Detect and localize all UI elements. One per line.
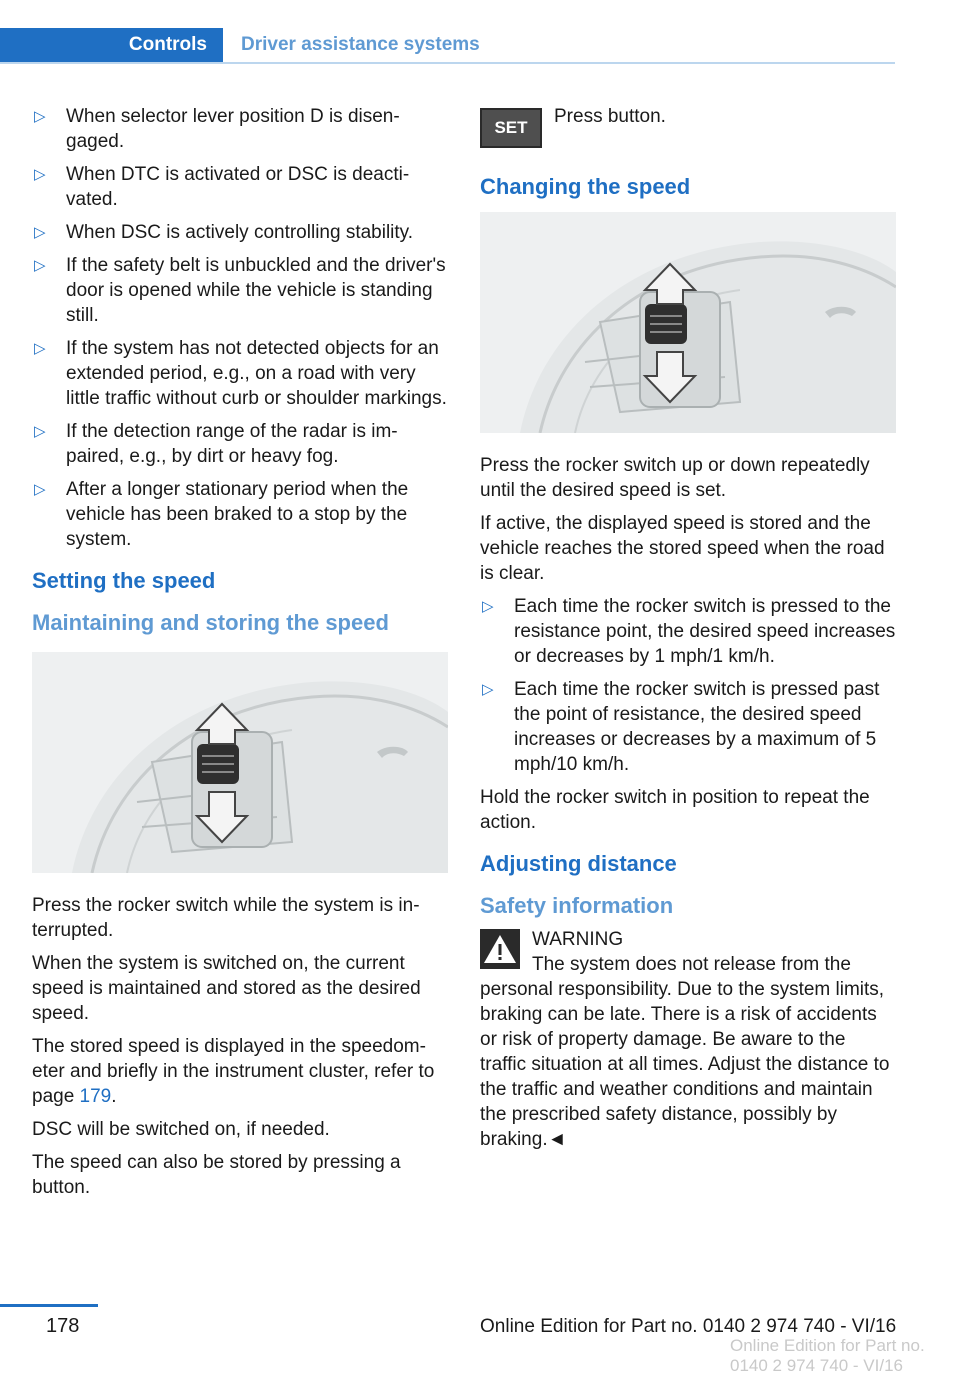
- paragraph-dsc: DSC will be switched on, if needed.: [32, 1119, 330, 1140]
- rocker-switch-illustration: [32, 652, 448, 873]
- triangle-bullet-icon: ▷: [34, 224, 46, 241]
- list-item: ▷ If the safety belt is unbuckled and the driver's door is opened while the vehicle is standing still.: [34, 255, 446, 326]
- heading-setting-speed: Setting the speed: [32, 568, 216, 593]
- set-button-row: [480, 104, 896, 152]
- list-item: ▷ When DTC is activated or DSC is deactivated.: [34, 164, 410, 210]
- footer-rule: [0, 1304, 98, 1307]
- page-header: [0, 28, 895, 64]
- section-tab-driver-assistance[interactable]: Driver assistance systems: [241, 34, 480, 55]
- watermark: Online Edition for Part no. 0140 2 974 740 - VI/16: [730, 1336, 925, 1375]
- list-item: ▷ If the system has not detected objects for an extended period, e.g., on a road with very little traffic without curb or shoulder markings.: [34, 338, 447, 409]
- list-item: ▷ If the detection range of the radar is impaired, e.g., by dirt or heavy fog.: [34, 421, 398, 467]
- warning-block: [480, 927, 896, 1152]
- section-tab-controls[interactable]: Controls: [0, 28, 223, 62]
- list-item: ▷ Each time the rocker switch is pressed to the resistance point, the desired speed increases or decreases by 1 mph/1 km/h.: [482, 596, 896, 667]
- page-reference-link[interactable]: 179: [79, 1086, 112, 1107]
- paragraph-stored-speed: The stored speed is displayed in the speedometer and briefly in the instrument cluster, refer to page 179.: [32, 1036, 435, 1107]
- triangle-bullet-icon: ▷: [34, 166, 46, 183]
- paragraph-rocker-repeat: Press the rocker switch up or down repeatedly until the desired speed is set.: [480, 455, 870, 501]
- warning-first-line: The system does not release from the: [532, 954, 851, 975]
- deactivation-conditions-list: [32, 104, 448, 552]
- paragraph-if-active: If active, the displayed speed is stored and the vehicle reaches the stored speed when the road is clear.: [480, 513, 885, 584]
- page-number: 178: [46, 1315, 80, 1337]
- heading-safety-information: Safety information: [480, 893, 674, 918]
- press-button-text: Press button.: [554, 106, 666, 127]
- list-item: ▷ Each time the rocker switch is pressed past the point of resistance, the desired speed increases or decreases by a maximum of 5 mph/10 km/h.: [482, 679, 880, 775]
- heading-maintaining-speed: Maintaining and storing the speed: [32, 610, 389, 635]
- heading-changing-speed: Changing the speed: [480, 174, 691, 199]
- steering-wheel-rocker-figure: [32, 652, 448, 873]
- paragraph-switched-on: When the system is switched on, the current speed is maintained and stored as the desired speed.: [32, 953, 421, 1024]
- paragraph-store-by-button: The speed can also be stored by pressing a button.: [32, 1152, 401, 1198]
- left-column: [32, 104, 448, 1208]
- warning-triangle-icon: [480, 929, 520, 969]
- triangle-bullet-icon: ▷: [482, 598, 494, 615]
- heading-adjusting-distance: Adjusting distance: [480, 851, 677, 876]
- warning-text: personal responsibility. Due to the system limits, braking can be late. There is a risk of accidents or risk of property damage. Be aware to the traffic situation at all times. Adjust the distance to the traffic and weather conditions and maintain the prescribed safety distance, possibly by braking.◄: [480, 979, 890, 1150]
- rocker-switch-illustration: [480, 212, 896, 433]
- warning-title: WARNING: [532, 929, 624, 950]
- set-button-icon: SET: [480, 108, 542, 148]
- steering-wheel-rocker-figure-2: [480, 212, 896, 433]
- list-item: ▷ When selector lever position D is disengaged.: [34, 106, 400, 152]
- triangle-bullet-icon: ▷: [34, 108, 46, 125]
- triangle-bullet-icon: ▷: [34, 340, 46, 357]
- triangle-bullet-icon: ▷: [34, 481, 46, 498]
- triangle-bullet-icon: ▷: [34, 257, 46, 274]
- right-column: [480, 104, 896, 1152]
- edition-note: Online Edition for Part no. 0140 2 974 740 - VI/16: [480, 1316, 897, 1337]
- paragraph-hold: Hold the rocker switch in position to repeat the action.: [480, 787, 870, 833]
- list-item: ▷ After a longer stationary period when the vehicle has been braked to a stop by the system.: [34, 479, 409, 550]
- list-item: ▷ When DSC is actively controlling stability.: [34, 222, 414, 243]
- paragraph-rocker-interrupted: Press the rocker switch while the system is interrupted.: [32, 895, 420, 941]
- speed-change-list: [480, 594, 896, 777]
- triangle-bullet-icon: ▷: [482, 681, 494, 698]
- triangle-bullet-icon: ▷: [34, 423, 46, 440]
